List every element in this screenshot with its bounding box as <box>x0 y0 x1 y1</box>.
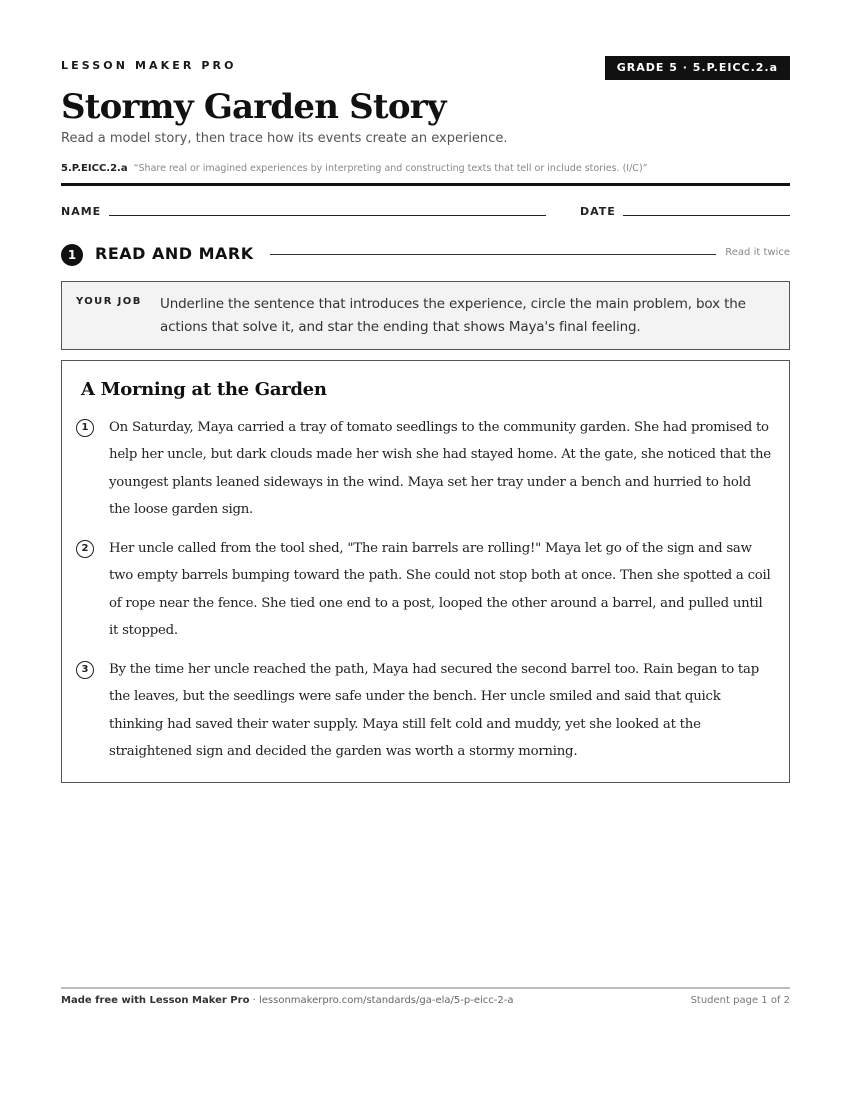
footer-credit <box>61 995 513 1006</box>
instructions-label: YOUR JOB <box>76 296 142 307</box>
page-number: Student page 1 of 2 <box>690 995 790 1006</box>
paragraph-text-1: On Saturday, Maya carried a tray of tomato seedlings to the community garden. She had promised to help her uncle, but dark clouds made her wish she had stayed home. At the gate, she noticed that the youngest plants leaned sideways in the wind. Maya set her tray under a bench and hurried to hold the loose garden sign. <box>109 420 771 517</box>
section-note: Read it twice <box>725 247 790 258</box>
section-title: READ AND MARK <box>95 244 254 263</box>
paragraph-text-3: By the time her uncle reached the path, Maya had secured the second barrel too. Rain began to tap the leaves, but the seedlings were safe under the bench. Her uncle smiled and said that quick thinking had saved their water supply. Maya still felt cold and muddy, yet she looked at the straightened sign and decided the garden was worth a stormy morning. <box>109 662 759 759</box>
footer-divider <box>61 987 790 989</box>
paragraph-number-3: 3 <box>76 661 94 679</box>
story-title: A Morning at the Garden <box>81 379 327 400</box>
paragraph-number-1: 1 <box>76 419 94 437</box>
page-subtitle: Read a model story, then trace how its events create an experience. <box>61 131 508 146</box>
page-header <box>61 56 790 80</box>
section-number-badge: 1 <box>61 244 83 266</box>
story-passage <box>61 360 790 783</box>
paragraph-number-2: 2 <box>76 540 94 558</box>
section-header <box>61 242 790 268</box>
page-title: Stormy Garden Story <box>61 87 446 127</box>
name-label: NAME <box>61 205 102 218</box>
header-divider <box>61 183 790 186</box>
standard-text: “Share real or imagined experiences by interpreting and constructing texts that tell or include stories. (I/C)” <box>133 163 648 174</box>
section-divider <box>270 254 716 255</box>
instructions-box <box>61 281 790 350</box>
footer-url[interactable]: lessonmakerpro.com/standards/ga-ela/5-p-eicc-2-a <box>258 995 514 1006</box>
date-field[interactable] <box>623 215 790 216</box>
standard-code: 5.P.EICC.2.a <box>61 163 128 174</box>
standard-line <box>61 156 648 175</box>
grade-badge: GRADE 5 · 5.P.EICC.2.a <box>605 56 790 80</box>
footer-made-with: Made free with Lesson Maker Pro <box>61 995 250 1006</box>
brand-name: LESSON MAKER PRO <box>61 59 237 72</box>
instructions-text: Underline the sentence that introduces the experience, circle the main problem, box the actions that solve it, and star the ending that shows Maya's final feeling. <box>160 296 746 335</box>
name-field[interactable] <box>109 215 546 216</box>
footer-separator: · <box>249 995 259 1006</box>
paragraph-text-2: Her uncle called from the tool shed, "The rain barrels are rolling!" Maya let go of the sign and saw two empty barrels bumping toward the path. She could not stop both at once. Then she spotted a coil of rope near the fence. She tied one end to a post, looped the other around a barrel, and pulled until it stopped. <box>109 541 771 638</box>
date-label: DATE <box>580 205 616 218</box>
